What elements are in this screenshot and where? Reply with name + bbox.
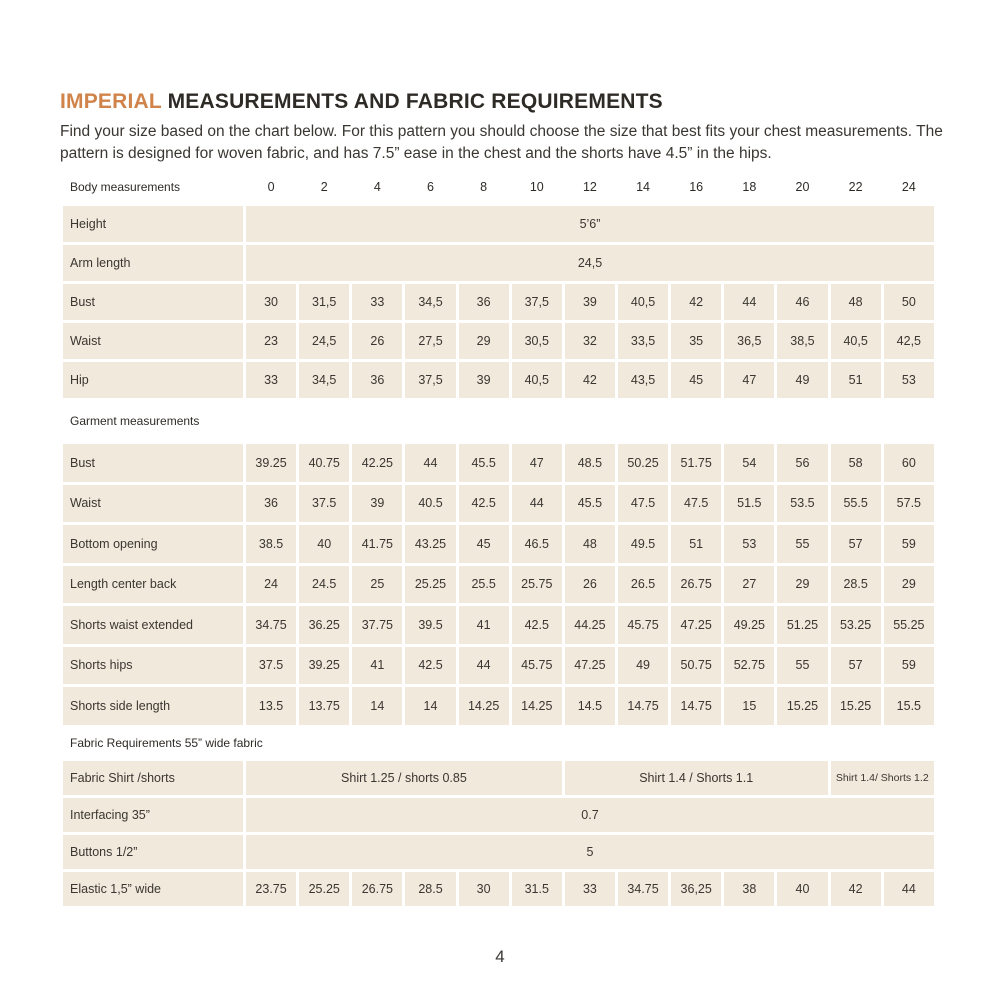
garment-row bbox=[63, 566, 934, 604]
row-label: Bust bbox=[63, 444, 243, 482]
value-cell: 60 bbox=[884, 444, 934, 482]
value-cell: 50.25 bbox=[618, 444, 668, 482]
value-cell: 48 bbox=[831, 284, 881, 320]
value-cell: 44 bbox=[459, 647, 509, 685]
value-cell: 39 bbox=[459, 362, 509, 398]
page-title bbox=[60, 90, 663, 114]
value-cell: 45 bbox=[459, 525, 509, 563]
value-cell: 26 bbox=[565, 566, 615, 604]
value-cell: 57 bbox=[831, 525, 881, 563]
value-cell: 42 bbox=[671, 284, 721, 320]
value-cell: 49.25 bbox=[724, 606, 774, 644]
value-cell: 34.75 bbox=[246, 606, 296, 644]
fabric-group-cell: Shirt 1.25 / shorts 0.85 bbox=[246, 761, 562, 795]
value-cell: 36,25 bbox=[671, 872, 721, 906]
value-cell: 33 bbox=[246, 362, 296, 398]
garment-row bbox=[63, 485, 934, 523]
value-cell: 25 bbox=[352, 566, 402, 604]
value-cell: 14 bbox=[352, 687, 402, 725]
value-cell: 14.75 bbox=[671, 687, 721, 725]
value-cell: 14.25 bbox=[512, 687, 562, 725]
value-cell: 36 bbox=[246, 485, 296, 523]
value-cell: 34.75 bbox=[618, 872, 668, 906]
value-cell: 54 bbox=[724, 444, 774, 482]
value-cell: 14.5 bbox=[565, 687, 615, 725]
value-cell: 55.25 bbox=[884, 606, 934, 644]
garment-row bbox=[63, 606, 934, 644]
row-label: Shorts hips bbox=[63, 647, 243, 685]
value-cell: 24.5 bbox=[299, 566, 349, 604]
garment-row bbox=[63, 444, 934, 482]
value-cell: 35 bbox=[671, 323, 721, 359]
size-header: 10 bbox=[529, 179, 544, 194]
value-cell: 27 bbox=[724, 566, 774, 604]
value-cell: 48.5 bbox=[565, 444, 615, 482]
fabric-shirt-row bbox=[63, 761, 934, 795]
row-label: Buttons 1/2” bbox=[63, 835, 243, 869]
value-cell: 23.75 bbox=[246, 872, 296, 906]
value-cell: 51 bbox=[831, 362, 881, 398]
value-cell: 41 bbox=[352, 647, 402, 685]
value-cell: 47.25 bbox=[565, 647, 615, 685]
value-cell: 47.5 bbox=[671, 485, 721, 523]
garment-row bbox=[63, 525, 934, 563]
value-cell: 38 bbox=[724, 872, 774, 906]
value-cell: 0.7 bbox=[246, 798, 934, 832]
value-cell: 24,5 bbox=[246, 245, 934, 281]
title-rest: MEASUREMENTS AND FABRIC REQUIREMENTS bbox=[161, 90, 663, 113]
value-cell: 44 bbox=[724, 284, 774, 320]
value-cell: 14 bbox=[405, 687, 455, 725]
row-label: Waist bbox=[63, 323, 243, 359]
size-header: 4 bbox=[373, 179, 381, 194]
value-cell: 26.75 bbox=[671, 566, 721, 604]
value-cell: 26.75 bbox=[352, 872, 402, 906]
size-header: 6 bbox=[427, 179, 434, 194]
buttons-row bbox=[63, 835, 934, 869]
value-cell: 46.5 bbox=[512, 525, 562, 563]
size-header: 8 bbox=[480, 179, 488, 194]
row-label: Fabric Shirt /shorts bbox=[63, 761, 243, 795]
value-cell: 44 bbox=[512, 485, 562, 523]
value-cell: 30,5 bbox=[512, 323, 562, 359]
value-cell: 26 bbox=[352, 323, 402, 359]
value-cell: 36.25 bbox=[299, 606, 349, 644]
value-cell: 53 bbox=[884, 362, 934, 398]
intro-line-1: Find your size based on the chart below. For this pattern you should choose the size that best fits your chest measurements. The bbox=[60, 123, 943, 140]
row-label: Bottom opening bbox=[63, 525, 243, 563]
value-cell: 49 bbox=[618, 647, 668, 685]
value-cell: 25.5 bbox=[459, 566, 509, 604]
value-cell: 24 bbox=[246, 566, 296, 604]
value-cell: 29 bbox=[884, 566, 934, 604]
value-cell: 48 bbox=[565, 525, 615, 563]
section-label-garment: Garment measurements bbox=[70, 414, 200, 428]
size-header: 14 bbox=[636, 179, 650, 194]
size-chart-table bbox=[60, 167, 937, 909]
value-cell: 47.25 bbox=[671, 606, 721, 644]
section-label-fabric: Fabric Requirements 55” wide fabric bbox=[70, 735, 263, 750]
value-cell: 47 bbox=[724, 362, 774, 398]
row-label: Bust bbox=[63, 284, 243, 320]
fabric-group-cell: Shirt 1.4/ Shorts 1.2 bbox=[831, 761, 934, 795]
value-cell: 34,5 bbox=[299, 362, 349, 398]
value-cell: 39.5 bbox=[405, 606, 455, 644]
value-cell: 5 bbox=[246, 835, 934, 869]
value-cell: 42 bbox=[831, 872, 881, 906]
row-label: Length center back bbox=[63, 566, 243, 604]
value-cell: 45.75 bbox=[618, 606, 668, 644]
value-cell: 13.75 bbox=[299, 687, 349, 725]
value-cell: 43.25 bbox=[405, 525, 455, 563]
value-cell: 40,5 bbox=[512, 362, 562, 398]
value-cell: 58 bbox=[831, 444, 881, 482]
value-cell: 36,5 bbox=[724, 323, 774, 359]
value-cell: 40.5 bbox=[405, 485, 455, 523]
body-row bbox=[63, 206, 934, 242]
garment-section-row bbox=[63, 401, 934, 441]
size-header: 22 bbox=[848, 179, 863, 194]
value-cell: 45 bbox=[671, 362, 721, 398]
value-cell: 50.75 bbox=[671, 647, 721, 685]
size-header: 20 bbox=[795, 179, 810, 194]
value-cell: 49 bbox=[777, 362, 827, 398]
value-cell: 28.5 bbox=[831, 566, 881, 604]
value-cell: 59 bbox=[884, 525, 934, 563]
value-cell: 15.5 bbox=[884, 687, 934, 725]
page-number: 4 bbox=[495, 947, 505, 966]
value-cell: 46 bbox=[777, 284, 827, 320]
row-label: Arm length bbox=[63, 245, 243, 281]
value-cell: 24,5 bbox=[299, 323, 349, 359]
value-cell: 59 bbox=[884, 647, 934, 685]
elastic-row bbox=[63, 872, 934, 906]
value-cell: 47.5 bbox=[618, 485, 668, 523]
value-cell: 41.75 bbox=[352, 525, 402, 563]
value-cell: 30 bbox=[459, 872, 509, 906]
value-cell: 37.75 bbox=[352, 606, 402, 644]
value-cell: 34,5 bbox=[405, 284, 455, 320]
value-cell: 42.5 bbox=[512, 606, 562, 644]
value-cell: 43,5 bbox=[618, 362, 668, 398]
value-cell: 27,5 bbox=[405, 323, 455, 359]
value-cell: 39 bbox=[565, 284, 615, 320]
value-cell: 42,5 bbox=[884, 323, 934, 359]
value-cell: 55.5 bbox=[831, 485, 881, 523]
value-cell: 33 bbox=[352, 284, 402, 320]
row-label: Shorts side length bbox=[63, 687, 243, 725]
value-cell: 37,5 bbox=[405, 362, 455, 398]
value-cell: 44 bbox=[405, 444, 455, 482]
value-cell: 44 bbox=[884, 872, 934, 906]
size-header: 24 bbox=[901, 179, 916, 194]
value-cell: 15.25 bbox=[831, 687, 881, 725]
value-cell: 49.5 bbox=[618, 525, 668, 563]
value-cell: 53.5 bbox=[777, 485, 827, 523]
value-cell: 51 bbox=[671, 525, 721, 563]
value-cell: 42.5 bbox=[459, 485, 509, 523]
body-row bbox=[63, 323, 934, 359]
value-cell: 41 bbox=[459, 606, 509, 644]
garment-row bbox=[63, 647, 934, 685]
row-label: Hip bbox=[63, 362, 243, 398]
value-cell: 25.75 bbox=[512, 566, 562, 604]
row-label: Waist bbox=[63, 485, 243, 523]
value-cell: 40,5 bbox=[618, 284, 668, 320]
value-cell: 55 bbox=[777, 647, 827, 685]
value-cell: 33 bbox=[565, 872, 615, 906]
value-cell: 39 bbox=[352, 485, 402, 523]
value-cell: 37.5 bbox=[246, 647, 296, 685]
intro-text bbox=[60, 121, 943, 165]
row-label: Shorts waist extended bbox=[63, 606, 243, 644]
value-cell: 29 bbox=[459, 323, 509, 359]
value-cell: 33,5 bbox=[618, 323, 668, 359]
value-cell: 25.25 bbox=[299, 872, 349, 906]
value-cell: 28.5 bbox=[405, 872, 455, 906]
body-row bbox=[63, 245, 934, 281]
section-label-body: Body measurements bbox=[70, 179, 181, 194]
value-cell: 38,5 bbox=[777, 323, 827, 359]
title-accent: IMPERIAL bbox=[60, 90, 162, 113]
intro-line-2: pattern is designed for woven fabric, and has 7.5” ease in the chest and the shorts have 4.5” in the hips. bbox=[60, 145, 772, 162]
value-cell: 39.25 bbox=[299, 647, 349, 685]
value-cell: 53.25 bbox=[831, 606, 881, 644]
value-cell: 57 bbox=[831, 647, 881, 685]
value-cell: 47 bbox=[512, 444, 562, 482]
value-cell: 29 bbox=[777, 566, 827, 604]
value-cell: 51.25 bbox=[777, 606, 827, 644]
value-cell: 30 bbox=[246, 284, 296, 320]
value-cell: 15 bbox=[724, 687, 774, 725]
value-cell: 36 bbox=[459, 284, 509, 320]
value-cell: 14.25 bbox=[459, 687, 509, 725]
value-cell: 53 bbox=[724, 525, 774, 563]
body-row bbox=[63, 362, 934, 398]
size-header: 12 bbox=[582, 179, 597, 194]
interfacing-row bbox=[63, 798, 934, 832]
value-cell: 42 bbox=[565, 362, 615, 398]
value-cell: 42.25 bbox=[352, 444, 402, 482]
value-cell: 52.75 bbox=[724, 647, 774, 685]
size-header-row bbox=[63, 170, 934, 203]
fabric-section-row bbox=[63, 728, 934, 758]
value-cell: 25.25 bbox=[405, 566, 455, 604]
value-cell: 31.5 bbox=[512, 872, 562, 906]
fabric-group-cell: Shirt 1.4 / Shorts 1.1 bbox=[565, 761, 828, 795]
value-cell: 40.75 bbox=[299, 444, 349, 482]
size-header: 0 bbox=[267, 179, 275, 194]
size-header: 18 bbox=[742, 179, 757, 194]
value-cell: 40 bbox=[299, 525, 349, 563]
value-cell: 37,5 bbox=[512, 284, 562, 320]
garment-row bbox=[63, 687, 934, 725]
value-cell: 40,5 bbox=[831, 323, 881, 359]
value-cell: 40 bbox=[777, 872, 827, 906]
value-cell: 26.5 bbox=[618, 566, 668, 604]
value-cell: 50 bbox=[884, 284, 934, 320]
value-cell: 36 bbox=[352, 362, 402, 398]
value-cell: 44.25 bbox=[565, 606, 615, 644]
value-cell: 45.75 bbox=[512, 647, 562, 685]
value-cell: 15.25 bbox=[777, 687, 827, 725]
value-cell: 23 bbox=[246, 323, 296, 359]
value-cell: 38.5 bbox=[246, 525, 296, 563]
value-cell: 45.5 bbox=[459, 444, 509, 482]
value-cell: 55 bbox=[777, 525, 827, 563]
value-cell: 14.75 bbox=[618, 687, 668, 725]
value-cell: 45.5 bbox=[565, 485, 615, 523]
row-label: Height bbox=[63, 206, 243, 242]
value-cell: 51.5 bbox=[724, 485, 774, 523]
row-label: Interfacing 35” bbox=[63, 798, 243, 832]
value-cell: 32 bbox=[565, 323, 615, 359]
body-row bbox=[63, 284, 934, 320]
value-cell: 37.5 bbox=[299, 485, 349, 523]
value-cell: 31,5 bbox=[299, 284, 349, 320]
value-cell: 13.5 bbox=[246, 687, 296, 725]
value-cell: 5’6” bbox=[246, 206, 934, 242]
value-cell: 57.5 bbox=[884, 485, 934, 523]
value-cell: 56 bbox=[777, 444, 827, 482]
value-cell: 42.5 bbox=[405, 647, 455, 685]
row-label: Elastic 1,5” wide bbox=[63, 872, 243, 906]
value-cell: 39.25 bbox=[246, 444, 296, 482]
value-cell: 51.75 bbox=[671, 444, 721, 482]
size-header: 2 bbox=[320, 179, 328, 194]
size-header: 16 bbox=[689, 179, 704, 194]
